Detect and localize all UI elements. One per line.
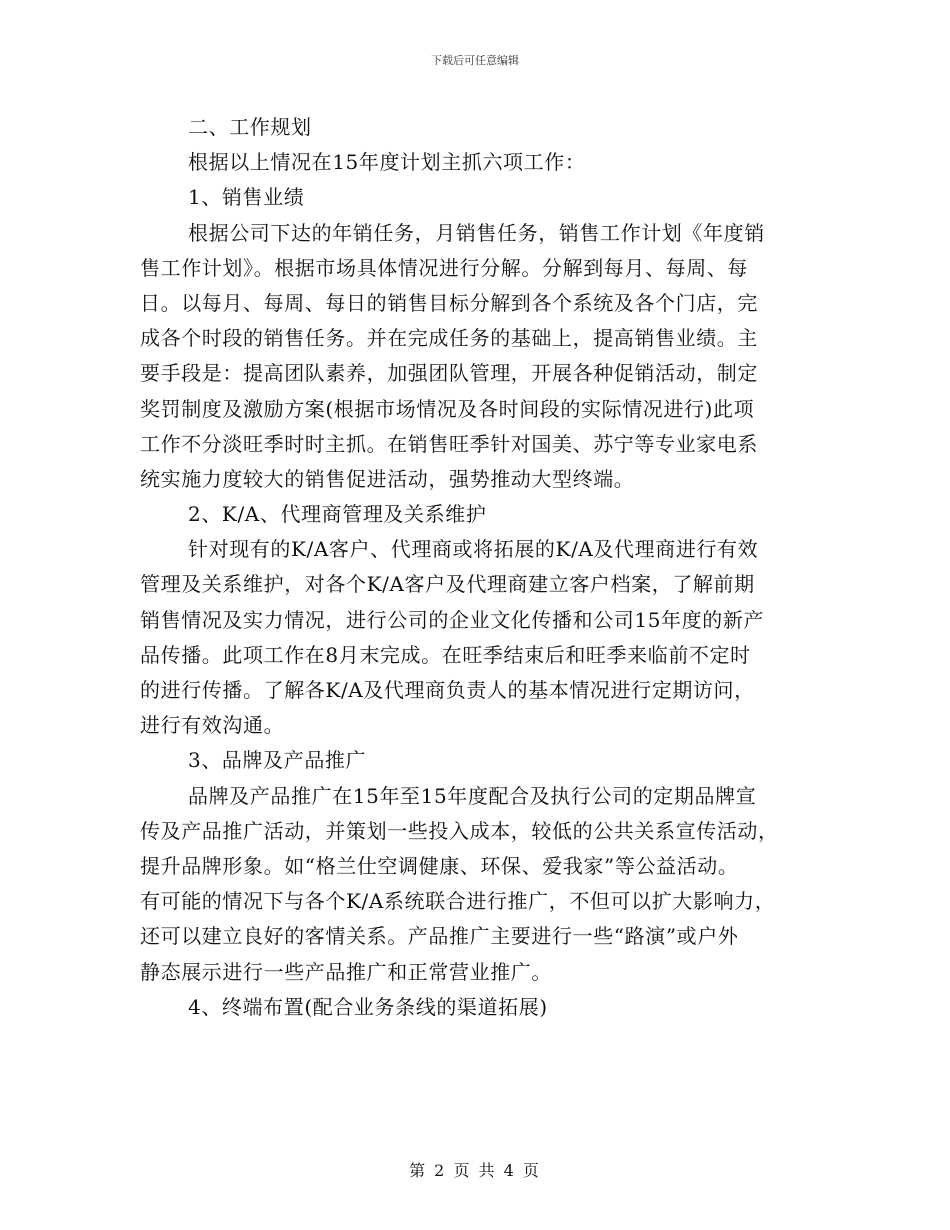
text-line: 工作不分淡旺季时时主抓。在销售旺季针对国美、苏宁等专业家电系 bbox=[140, 431, 758, 456]
text-line: 有可能的情况下与各个K/A系统联合进行推广，不但可以扩大影响力， bbox=[140, 889, 776, 914]
text-line: 还可以建立良好的客情关系。产品推广主要进行一些“路演”或户外 bbox=[140, 924, 739, 949]
page-footer: 第 2 页 共 4 页 bbox=[409, 1161, 541, 1180]
text-line: 管理及关系维护，对各个K/A客户及代理商建立客户档案，了解前期 bbox=[140, 572, 755, 597]
text-line: 根据公司下达的年销任务，月销售任务，销售工作计划《年度销 bbox=[188, 220, 765, 245]
text-line: 的进行传播。了解各K/A及代理商负责人的基本情况进行定期访问， bbox=[140, 678, 755, 702]
text-line: 4、终端布置(配合业务条线的渠道拓展) bbox=[188, 994, 548, 1019]
text-line: 销售情况及实力情况，进行公司的企业文化传播和公司15年度的新产 bbox=[140, 607, 765, 632]
text-line: 提升品牌形象。如“格兰仕空调健康、环保、爱我家”等公益活动。 bbox=[140, 853, 739, 878]
text-line: 奖罚制度及激励方案(根据市场情况及各时间段的实际情况进行)此项 bbox=[140, 396, 755, 421]
text-line: 品传播。此项工作在8月末完成。在旺季结束后和旺季来临前不定时 bbox=[140, 642, 751, 667]
text-line: 售工作计划》。根据市场具体情况进行分解。分解到每月、每周、每 bbox=[140, 255, 748, 280]
text-line: 进行有效沟通。 bbox=[140, 713, 285, 738]
text-line: 传及产品推广活动，并策划一些投入成本，较低的公共关系宣传活动， bbox=[140, 818, 779, 843]
text-line: 根据以上情况在15年度计划主抓六项工作： bbox=[188, 150, 586, 175]
text-line: 针对现有的K/A客户、代理商或将拓展的K/A及代理商进行有效 bbox=[188, 537, 759, 562]
text-line: 品牌及产品推广在15年至15年度配合及执行公司的定期品牌宣 bbox=[188, 783, 757, 808]
text-line: 3、品牌及产品推广 bbox=[188, 748, 367, 773]
page-header: 下载后可任意编辑 bbox=[431, 54, 519, 67]
text-line: 成各个时段的销售任务。并在完成任务的基础上，提高销售业绩。主 bbox=[140, 326, 758, 351]
text-line: 统实施力度较大的销售促进活动，强势推动大型终端。 bbox=[140, 466, 635, 491]
text-line: 静态展示进行一些产品推广和正常营业推广。 bbox=[140, 959, 552, 984]
text-line: 1、销售业绩 bbox=[188, 185, 305, 210]
document-body bbox=[140, 110, 800, 1025]
text-line: 2、K/A、代理商管理及关系维护 bbox=[188, 502, 487, 527]
text-line: 日。以每月、每周、每日的销售目标分解到各个系统及各个门店，完 bbox=[140, 290, 758, 315]
text-line: 要手段是：提高团队素养，加强团队管理，开展各种促销活动，制定 bbox=[140, 361, 758, 386]
text-line: 二、工作规划 bbox=[188, 115, 312, 139]
